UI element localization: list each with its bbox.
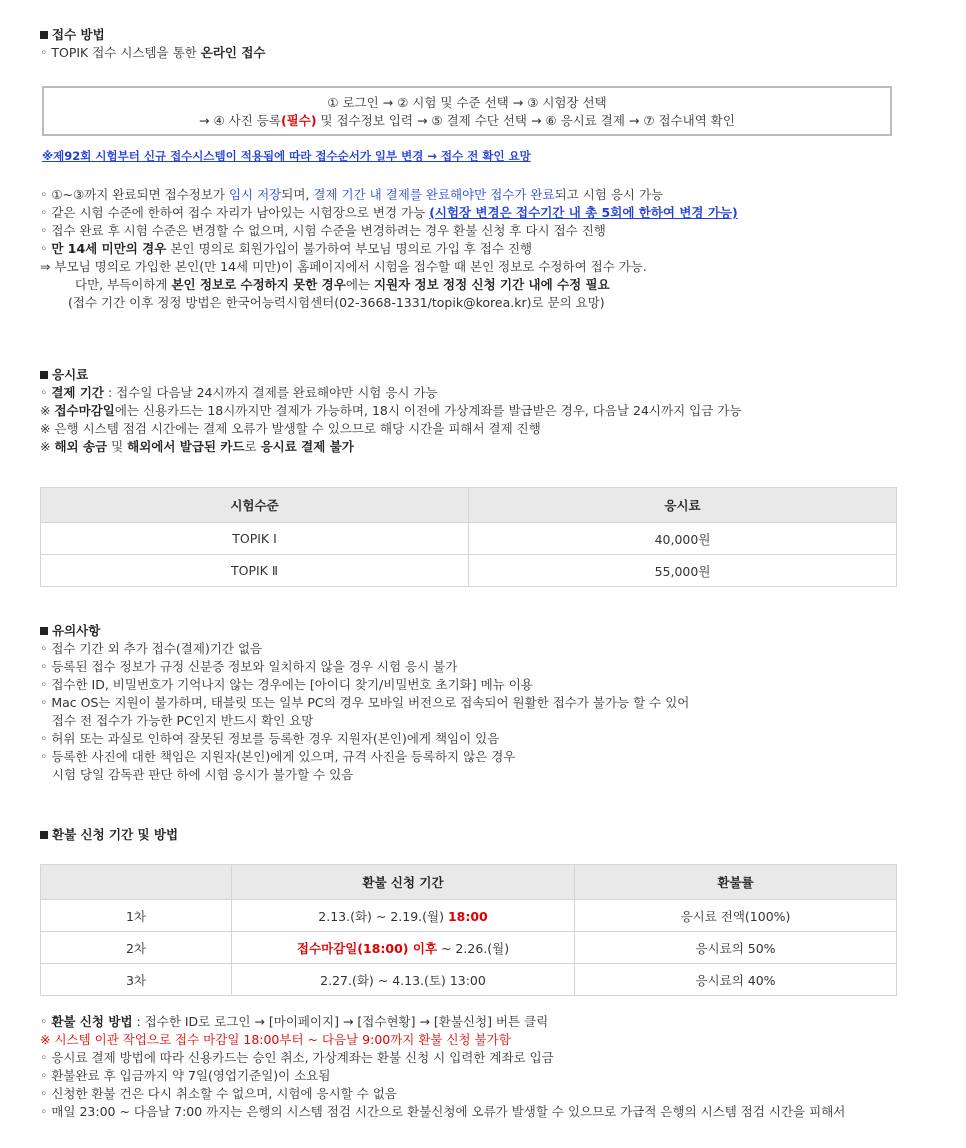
m1-pre: ◦ — [40, 1014, 52, 1029]
steps-line-2-pre: → ④ 사진 등록 — [199, 113, 281, 128]
caution-line: 접수 전 접수가 가능한 PC인지 반드시 확인 요망 — [40, 713, 314, 728]
b1-payment-note: 결제 기간 내 결제를 완료해야만 접수가 완료 — [313, 187, 555, 202]
refund-period-cell — [232, 932, 575, 964]
r1-period-pre: 2.13.(화) ~ 2.19.(월) — [318, 908, 448, 924]
refund-table-header — [41, 865, 897, 900]
apply-bullet-7: (접수 기간 이후 정정 방법은 한국어능력시험센터(02-3668-1331/topik@korea.kr)로 문의 요망) — [68, 295, 605, 310]
refund-rate-cell: 응시료의 40% — [575, 964, 897, 996]
steps-box — [42, 86, 892, 136]
square-bullet-icon — [40, 371, 48, 379]
fee-line-2 — [40, 402, 741, 420]
steps-required-label: (필수) — [280, 113, 317, 128]
steps-line-2 — [44, 112, 890, 130]
square-bullet-icon — [40, 831, 48, 839]
fee-section — [40, 366, 741, 456]
m1-post: : 접수한 ID로 로그인 → [마이페이지] → [접수현황] → [환불신청] 버튼 클릭 — [132, 1014, 549, 1029]
b1-post: 되고 시험 응시 가능 — [554, 187, 664, 202]
refund-section — [40, 826, 178, 844]
fee-title-text: 응시료 — [52, 367, 89, 382]
venue-change-link[interactable]: (시험장 변경은 접수기간 내 총 5회에 한하여 변경 가능) — [429, 205, 738, 220]
caution-line: ◦ 등록된 접수 정보가 규정 신분증 정보와 일치하지 않을 경우 시험 응시 불가 — [40, 659, 458, 674]
fee-amount-cell: 40,000원 — [469, 523, 897, 555]
b6-bold-1: 본인 정보로 수정하지 못한 경우 — [171, 277, 346, 292]
refund-header-period: 환불 신청 기간 — [232, 865, 575, 900]
refund-method-line-6: ◦ 매일 23:00 ~ 다음날 7:00 까지는 은행의 시스템 점검 시간으로 환불신청에 오류가 발생할 수 있으므로 가급적 은행의 시스템 점검 시간을 피해서 — [40, 1104, 846, 1119]
fee-level-cell: TOPIK Ⅱ — [41, 555, 469, 587]
apply-intro-text: ◦ TOPIK 접수 시스템을 통한 — [40, 45, 201, 60]
apply-bullet-2 — [40, 204, 738, 222]
fee-header-level: 시험수준 — [41, 488, 469, 523]
caution-line: ◦ 접수한 ID, 비밀번호가 기억나지 않는 경우에는 [아이디 찾기/비밀번호 초기화] 메뉴 이용 — [40, 677, 533, 692]
fee-amount-cell: 55,000원 — [469, 555, 897, 587]
fee-l2-pre: ※ — [40, 403, 55, 418]
system-change-notice[interactable]: ※제92회 시험부터 신규 접수시스템이 적용됨에 따라 접수순서가 일부 변경 → 접수 전 확인 요망 — [42, 149, 531, 163]
refund-method-line-3: ◦ 응시료 결제 방법에 따라 신용카드는 승인 취소, 가상계좌는 환불 신청 시 입력한 계좌로 입금 — [40, 1050, 554, 1065]
apply-title — [40, 26, 265, 44]
fee-line-1 — [40, 384, 741, 402]
apply-section — [40, 26, 265, 62]
fee-l4-b1: 해외 송금 — [54, 439, 108, 454]
b6-bold-2: 지원자 정보 정정 신청 기간 내에 수정 필요 — [373, 277, 610, 292]
fee-l4-b2: 해외에서 발급된 카드 — [127, 439, 245, 454]
b4-pre: ◦ — [40, 241, 52, 256]
steps-line-2-post: 및 접수정보 입력 → ⑤ 결제 수단 선택 → ⑥ 응시료 결제 → ⑦ 접수내역 확인 — [316, 113, 735, 128]
refund-header-round — [41, 865, 232, 900]
refund-round-cell: 1차 — [41, 900, 232, 932]
b6-pre: 다만, 부득이하게 — [75, 277, 172, 292]
refund-table — [40, 864, 897, 996]
fee-l1-bold: 결제 기간 — [51, 385, 105, 400]
apply-intro — [40, 44, 265, 62]
refund-title-text: 환불 신청 기간 및 방법 — [52, 827, 179, 842]
apply-bullet-1 — [40, 186, 738, 204]
table-row — [41, 900, 897, 932]
fee-l2-post: 에는 신용카드는 18시까지만 결제가 가능하며, 18시 이전에 가상계좌를 발급받은 경우, 다음날 24시까지 입금 가능 — [114, 403, 742, 418]
refund-round-cell: 3차 — [41, 964, 232, 996]
b1-temp-save: 임시 저장 — [228, 187, 282, 202]
refund-method-line-5: ◦ 신청한 환불 건은 다시 취소할 수 없으며, 시험에 응시할 수 없음 — [40, 1086, 397, 1101]
fee-line-4 — [40, 438, 741, 456]
b2-pre: ◦ 같은 시험 수준에 한하여 접수 자리가 남아있는 시험장으로 변경 가능 — [40, 205, 430, 220]
fee-l1-post: : 접수일 다음날 24시까지 결제를 완료해야만 시험 응시 가능 — [104, 385, 438, 400]
b1-mid: 되며, — [281, 187, 314, 202]
table-row — [41, 964, 897, 996]
b1-pre: ◦ ①~③까지 완료되면 접수정보가 — [40, 187, 229, 202]
refund-rate-cell: 응시료 전액(100%) — [575, 900, 897, 932]
table-row — [41, 555, 897, 587]
refund-period-cell: 2.27.(화) ~ 4.13.(토) 13:00 — [232, 964, 575, 996]
table-row — [41, 932, 897, 964]
r2-period-post: ~ 2.26.(월) — [437, 940, 510, 956]
apply-bullet-6 — [40, 276, 738, 294]
apply-bullet-3: ◦ 접수 완료 후 시험 수준은 변경할 수 없으며, 시험 수준을 변경하려는 경우 환불 신청 후 다시 접수 진행 — [40, 223, 606, 238]
refund-rate-cell: 응시료의 50% — [575, 932, 897, 964]
fee-l2-bold: 접수마감일 — [54, 403, 115, 418]
refund-period-cell — [232, 900, 575, 932]
apply-bullets — [40, 186, 738, 312]
fee-table — [40, 487, 897, 587]
apply-intro-bold: 온라인 접수 — [200, 45, 266, 60]
caution-line: ◦ 등록한 사진에 대한 책임은 지원자(본인)에게 있으며, 규격 사진을 등록하지 않은 경우 — [40, 749, 516, 764]
fee-table-header — [41, 488, 897, 523]
refund-title — [40, 826, 178, 844]
refund-method-line-4: ◦ 환불완료 후 입금까지 약 7일(영업기준일)이 소요됨 — [40, 1068, 331, 1083]
caution-line: ◦ 접수 기간 외 추가 접수(결제)기간 없음 — [40, 641, 263, 656]
caution-line: ◦ 허위 또는 과실로 인하여 잘못된 정보를 등록한 경우 지원자(본인)에게 책임이 있음 — [40, 731, 500, 746]
refund-method-line-1 — [40, 1013, 960, 1031]
apply-bullet-5: ⇒ 부모님 명의로 가입한 본인(만 14세 미만)이 홈페이지에서 시험을 접수할 때 본인 정보로 수정하여 접수 가능. — [40, 259, 647, 274]
table-row — [41, 523, 897, 555]
refund-round-cell: 2차 — [41, 932, 232, 964]
apply-bullet-4 — [40, 240, 738, 258]
caution-title-text: 유의사항 — [52, 623, 101, 638]
fee-l4-m1: 및 — [107, 439, 128, 454]
fee-l4-pre: ※ — [40, 439, 55, 454]
caution-line: ◦ Mac OS는 지원이 불가하며, 태블릿 또는 일부 PC의 경우 모바일 버전으로 접속되어 원활한 접수가 불가능 할 수 있어 — [40, 695, 690, 710]
fee-level-cell: TOPIK Ⅰ — [41, 523, 469, 555]
apply-title-text: 접수 방법 — [52, 27, 105, 42]
square-bullet-icon — [40, 627, 48, 635]
square-bullet-icon — [40, 31, 48, 39]
refund-header-rate: 환불률 — [575, 865, 897, 900]
fee-line-3: ※ 은행 시스템 점검 시간에는 결제 오류가 발생할 수 있으므로 해당 시간을 피해서 결제 진행 — [40, 421, 541, 436]
b4-post: 본인 명의로 회원가입이 불가하여 부모님 명의로 가입 후 접수 진행 — [166, 241, 533, 256]
caution-line: 시험 당일 감독관 판단 하에 시험 응시가 불가할 수 있음 — [40, 767, 354, 782]
fee-title — [40, 366, 741, 384]
r2-period-red: 접수마감일(18:00) 이후 — [296, 940, 438, 956]
fee-l4-b3: 응시료 결제 불가 — [260, 439, 354, 454]
m1-bold: 환불 신청 방법 — [51, 1014, 133, 1029]
steps-line-1: ① 로그인 → ② 시험 및 수준 선택 → ③ 시험장 선택 — [327, 95, 607, 110]
caution-section — [40, 622, 689, 784]
refund-method — [40, 1013, 960, 1121]
b4-bold: 만 14세 미만의 경우 — [51, 241, 167, 256]
b6-mid: 에는 — [345, 277, 374, 292]
fee-l1-pre: ◦ — [40, 385, 52, 400]
caution-title — [40, 622, 689, 640]
fee-l4-m2: 로 — [244, 439, 261, 454]
refund-method-line-2: ※ 시스템 이관 작업으로 접수 마감일 18:00부터 ~ 다음날 9:00까지 환불 신청 불가함 — [40, 1032, 511, 1047]
r1-period-red: 18:00 — [447, 908, 488, 924]
fee-header-fee: 응시료 — [469, 488, 897, 523]
